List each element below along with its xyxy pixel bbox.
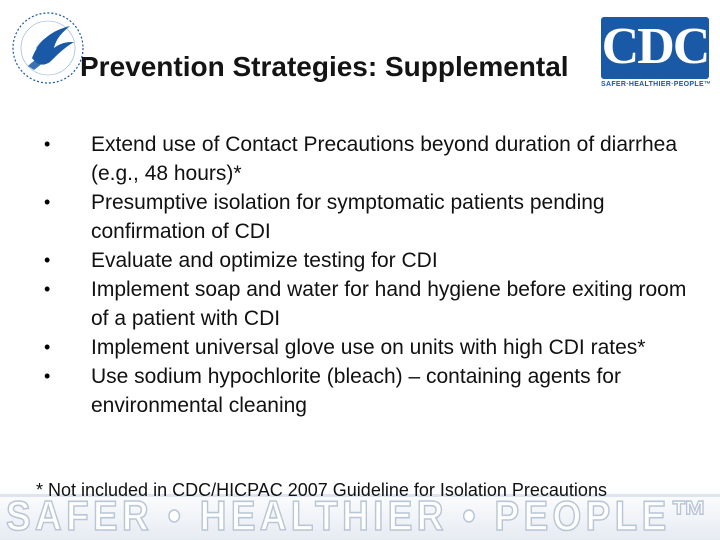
bullet-item: [0, 362, 720, 420]
bullet-item: [0, 130, 720, 188]
bullet-item: [0, 275, 720, 333]
hhs-eagle-seal-icon: [10, 8, 86, 88]
footnote: * Not included in CDC/HICPAC 2007 Guideline for Isolation Precautions: [36, 480, 607, 500]
footer-banner-text: SAFER • HEALTHIER • PEOPLE™: [6, 492, 712, 539]
cdc-wordmark: CDC: [601, 18, 709, 75]
bullet-text: Implement universal glove use on units with high CDI rates*: [91, 336, 646, 359]
cdc-tagline: SAFER·HEALTHIER·PEOPLE™: [601, 81, 712, 88]
bullet-marker: •: [44, 192, 51, 212]
bullet-text: Implement soap and water for hand hygiene before exiting room of a patient with CDI: [91, 278, 687, 330]
bullet-text: Evaluate and optimize testing for CDI: [91, 249, 438, 272]
bullet-text: Extend use of Contact Precautions beyond duration of diarrhea (e.g., 48 hours)*: [91, 133, 678, 185]
bullet-marker: •: [44, 134, 51, 154]
bullet-item: [0, 246, 720, 275]
bullet-item: [0, 333, 720, 362]
bullet-marker: •: [44, 337, 51, 357]
hhs-logo: [10, 8, 86, 88]
bullet-marker: •: [44, 250, 51, 270]
bullet-list: [0, 130, 720, 420]
bullet-text: Presumptive isolation for symptomatic patients pending confirmation of CDI: [91, 191, 605, 243]
cdc-logo: [601, 17, 712, 95]
slide-title: Prevention Strategies: Supplemental: [80, 51, 569, 82]
bullet-marker: •: [44, 366, 51, 386]
bullet-marker: •: [44, 279, 51, 299]
bullet-text: Use sodium hypochlorite (bleach) – containing agents for environmental cleaning: [91, 365, 621, 417]
bullet-item: [0, 188, 720, 246]
